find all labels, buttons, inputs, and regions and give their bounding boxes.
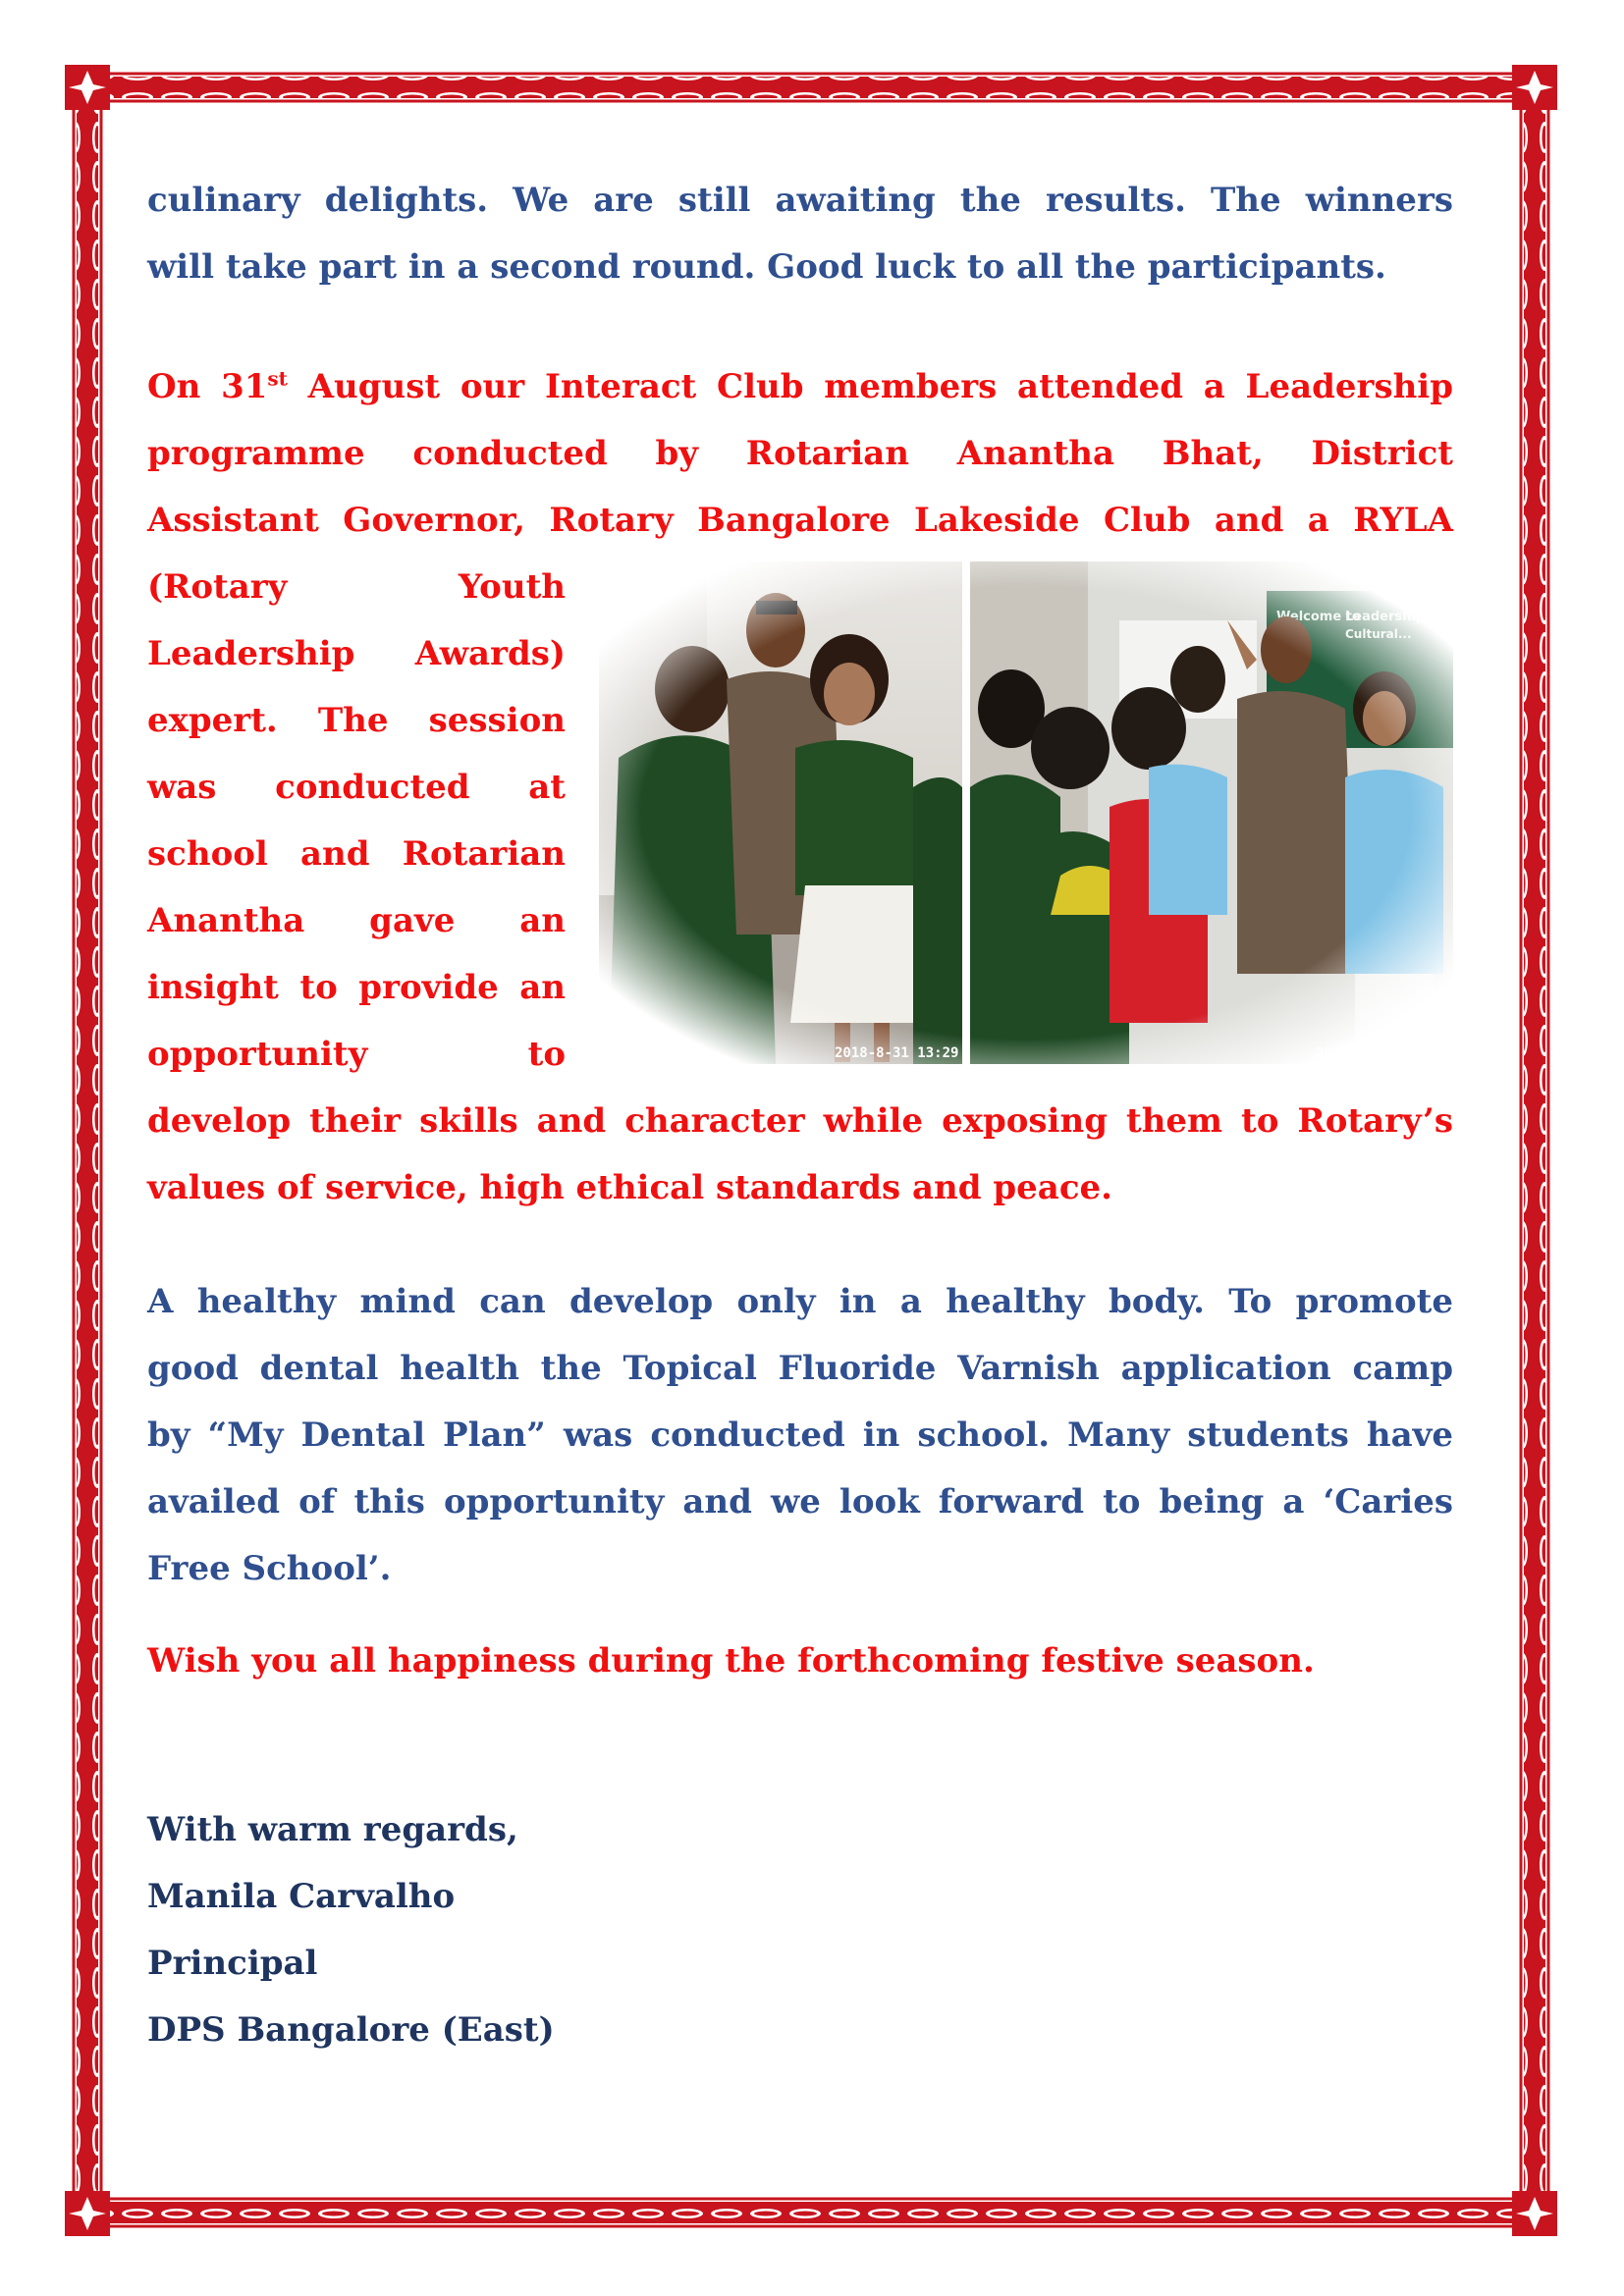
text-line: Wish you all happiness during the forthcoming festive season. <box>147 1641 1315 1681</box>
text-fragment: On 31 <box>147 367 268 406</box>
photo <box>599 561 1453 1064</box>
paragraph-festive-wishes <box>147 1628 1453 1694</box>
paragraph-results <box>147 167 1453 300</box>
text-line: insight to provide an <box>147 968 566 1007</box>
text-line: opportunity to <box>147 1035 566 1074</box>
corner-ornament <box>1512 65 1557 110</box>
text-line: culinary delights. We are still awaiting the results. The winners <box>147 181 1453 220</box>
signature-block <box>147 1796 555 2063</box>
leadership-photo-collage <box>599 561 1453 1064</box>
text-line: Leadership Awards) <box>147 634 566 673</box>
school-name: DPS Bangalore (East) <box>147 2010 555 2050</box>
text-line <box>147 353 1453 420</box>
text-line: was conducted at <box>147 768 566 807</box>
wrapped-text-column <box>147 554 566 1088</box>
text-line: by “My Dental Plan” was conducted in school. Many students have <box>147 1415 1453 1455</box>
text-line: will take part in a second round. Good luck to all the participants. <box>147 247 1386 287</box>
text-line: expert. The session <box>147 701 566 740</box>
text-line: Free School’. <box>147 1549 392 1588</box>
text-line: values of service, high ethical standards and peace. <box>147 1168 1112 1207</box>
corner-ornament <box>65 2191 110 2236</box>
text-line: develop their skills and character while exposing them to Rotary’s <box>147 1101 1453 1141</box>
signatory-title: Principal <box>147 1944 318 1983</box>
closing-line: With warm regards, <box>147 1810 518 1849</box>
corner-ornament <box>1512 2191 1557 2236</box>
text-line: programme conducted by Rotarian Anantha Bhat, District <box>147 434 1453 473</box>
corner-ornament <box>65 65 110 110</box>
text-fragment: August our Interact Club members attended a Leadership <box>287 367 1453 406</box>
text-line: Anantha gave an <box>147 901 566 940</box>
signatory-name: Manila Carvalho <box>147 1877 456 1916</box>
paragraph-dental-camp <box>147 1268 1453 1602</box>
text-line: good dental health the Topical Fluoride Varnish application camp <box>147 1349 1453 1388</box>
text-line: school and Rotarian <box>147 834 566 874</box>
text-line: A healthy mind can develop only in a healthy body. To promote <box>147 1282 1453 1321</box>
text-line: availed of this opportunity and we look forward to being a ‘Caries <box>147 1482 1453 1522</box>
text-line: (Rotary Youth <box>147 567 566 607</box>
text-line: Assistant Governor, Rotary Bangalore Lakeside Club and a RYLA <box>147 501 1453 540</box>
ordinal-superscript: st <box>267 366 288 391</box>
